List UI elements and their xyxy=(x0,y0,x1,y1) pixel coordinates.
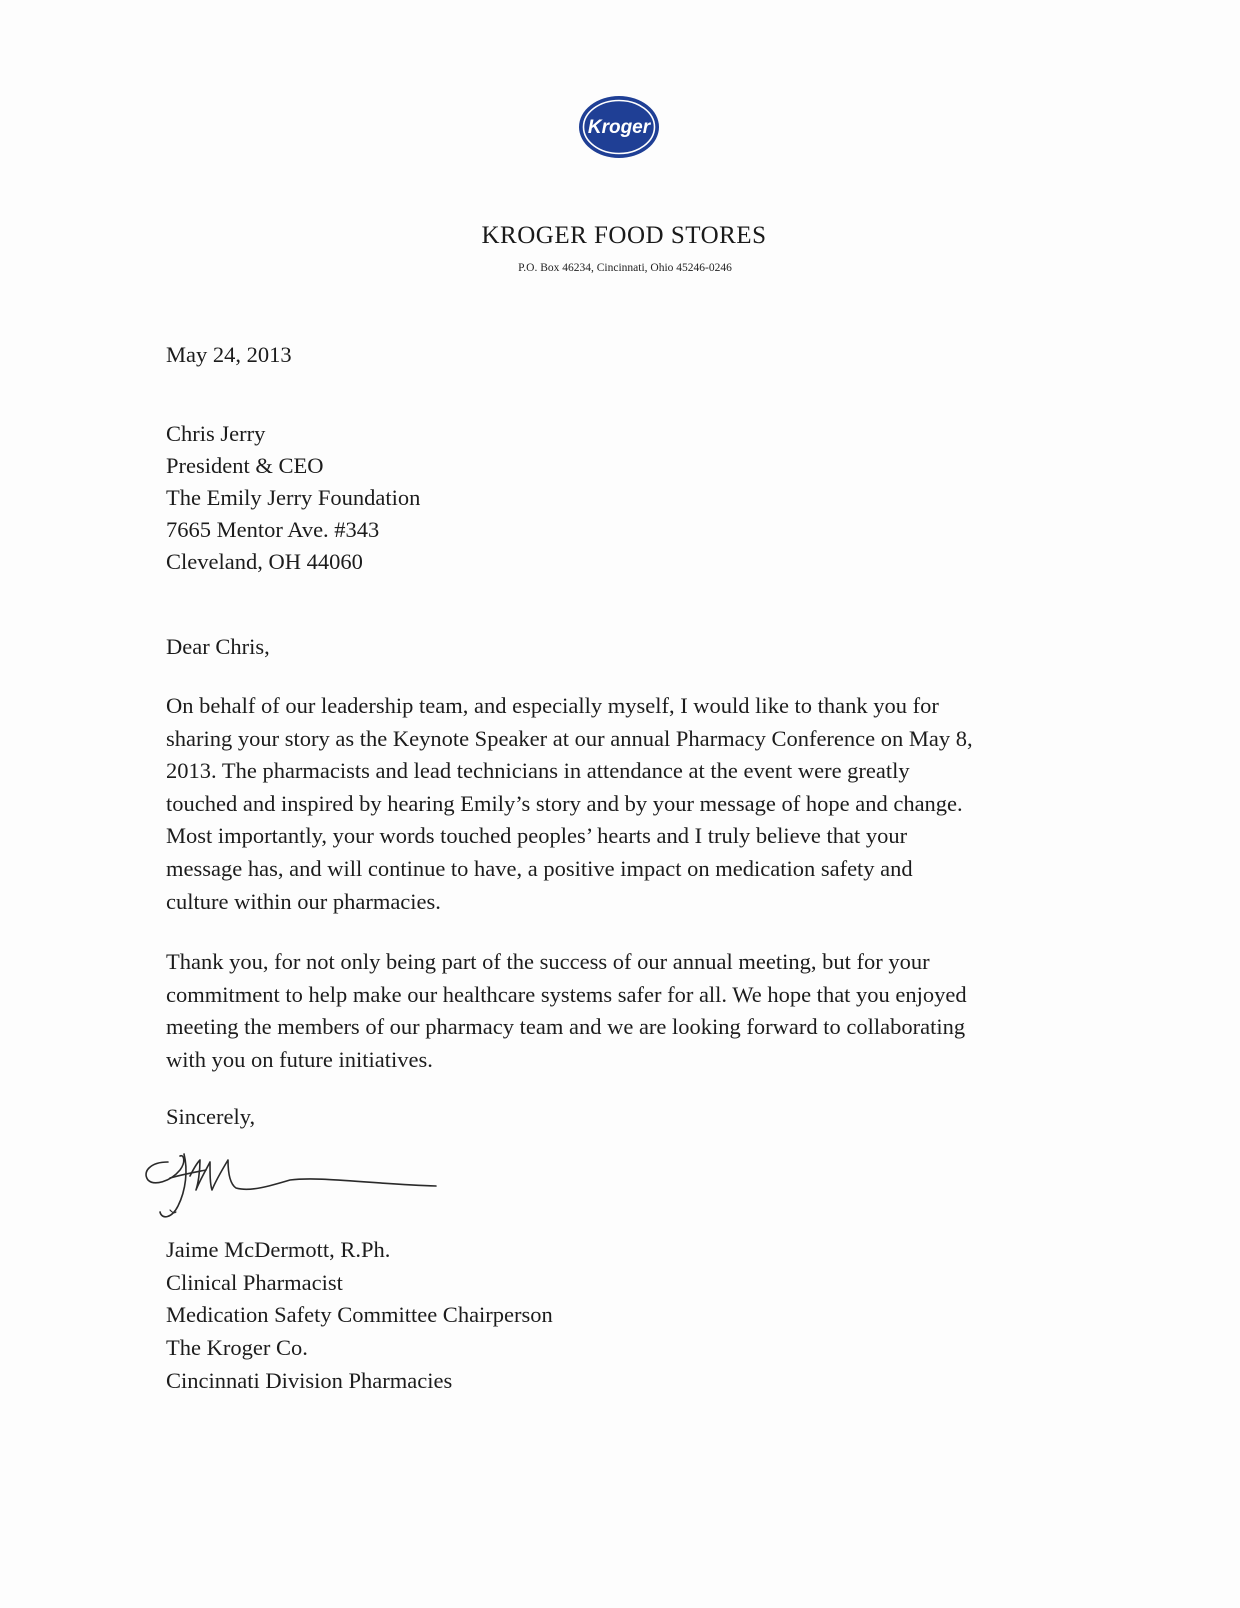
signer-role: Medication Safety Committee Chairperson xyxy=(166,1302,553,1328)
signer-title: Clinical Pharmacist xyxy=(166,1269,343,1295)
paragraph-line: Most importantly, your words touched peoples’ hearts and I truly believe that your xyxy=(166,823,908,849)
paragraph-line: culture within our pharmacies. xyxy=(166,888,441,914)
handwritten-signature xyxy=(140,1140,450,1230)
recipient-title: President & CEO xyxy=(166,453,324,478)
signer-company: The Kroger Co. xyxy=(166,1335,308,1361)
signer-name: Jaime McDermott, R.Ph. xyxy=(166,1237,391,1262)
body-paragraph-2 xyxy=(166,946,1066,1076)
paragraph-line: On behalf of our leadership team, and especially myself, I would like to thank you for xyxy=(166,693,939,718)
kroger-logo xyxy=(578,95,660,159)
paragraph-line: commitment to help make our healthcare systems safer for all. We hope that you enjoyed xyxy=(166,981,967,1007)
paragraph-line: sharing your story as the Keynote Speaker at our annual Pharmacy Conference on May 8, xyxy=(166,725,973,751)
company-name-text: KROGER FOOD STORES xyxy=(481,222,767,249)
logo-text: Kroger xyxy=(587,117,651,138)
recipient-city: Cleveland, OH 44060 xyxy=(166,549,363,574)
paragraph-line: meeting the members of our pharmacy team and we are looking forward to collaborating xyxy=(166,1014,966,1040)
recipient-address-block xyxy=(166,418,420,578)
company-address-text: P.O. Box 46234, Cincinnati, Ohio 45246-0246 xyxy=(518,262,732,274)
letter-date: May 24, 2013 xyxy=(166,342,292,367)
signer-division: Cincinnati Division Pharmacies xyxy=(166,1367,453,1393)
paragraph-line: with you on future initiatives. xyxy=(166,1046,433,1072)
closing: Sincerely, xyxy=(166,1104,256,1129)
paragraph-line: touched and inspired by hearing Emily’s story and by your message of hope and change. xyxy=(166,790,963,816)
recipient-street: 7665 Mentor Ave. #343 xyxy=(166,517,380,542)
salutation: Dear Chris, xyxy=(166,634,270,659)
recipient-name: Chris Jerry xyxy=(166,421,266,446)
paragraph-line: Thank you, for not only being part of the success of our annual meeting, but for your xyxy=(166,949,930,974)
recipient-organization: The Emily Jerry Foundation xyxy=(166,485,421,510)
company-name xyxy=(0,222,1240,250)
body-paragraph-1 xyxy=(166,690,1066,918)
company-address xyxy=(0,262,1240,274)
paragraph-line: 2013. The pharmacists and lead technicians in attendance at the event were greatly xyxy=(166,758,910,784)
signer-block xyxy=(166,1234,553,1397)
paragraph-line: message has, and will continue to have, a positive impact on medication safety and xyxy=(166,855,913,881)
